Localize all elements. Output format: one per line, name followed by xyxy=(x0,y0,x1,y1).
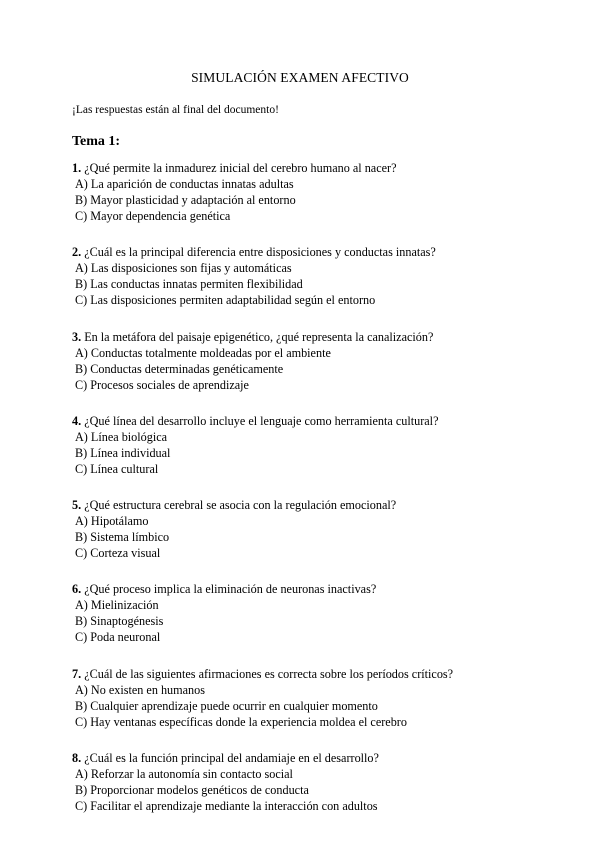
answer-option: A) Reforzar la autonomía sin contacto social xyxy=(75,767,293,782)
answer-option: A) Mielinización xyxy=(75,598,159,613)
question-block xyxy=(72,413,542,477)
answer-option: B) Conductas determinadas genéticamente xyxy=(75,361,284,376)
answer-option: A) Conductas totalmente moldeadas por el ambiente xyxy=(75,345,331,360)
question-text: ¿Qué proceso implica la eliminación de neuronas inactivas? xyxy=(84,582,377,597)
question-number: 2. xyxy=(72,245,82,260)
answer-option: C) Hay ventanas específicas donde la experiencia moldea el cerebro xyxy=(75,714,407,729)
topic-heading: Tema 1: xyxy=(72,134,121,149)
answer-option: B) Sinaptogénesis xyxy=(75,614,164,629)
question-text-line xyxy=(72,750,542,766)
question-text-line xyxy=(72,329,542,345)
answer-option: B) Proporcionar modelos genéticos de conducta xyxy=(75,783,309,798)
question-number: 8. xyxy=(72,751,82,766)
question-text-line xyxy=(72,497,542,513)
question-number: 3. xyxy=(72,329,82,344)
question-block xyxy=(72,244,542,308)
answer-option: C) Corteza visual xyxy=(75,546,161,561)
question-block xyxy=(72,497,542,561)
answer-option: C) Procesos sociales de aprendizaje xyxy=(75,377,249,392)
question-block xyxy=(72,666,542,730)
answer-option: C) Facilitar el aprendizaje mediante la interacción con adultos xyxy=(75,799,378,814)
answer-option: A) Línea biológica xyxy=(75,429,168,444)
answers-note: ¡Las respuestas están al final del documento! xyxy=(72,104,279,116)
answer-option: C) Mayor dependencia genética xyxy=(75,209,231,223)
answer-option: B) Las conductas innatas permiten flexibilidad xyxy=(75,277,303,292)
answer-option: B) Cualquier aprendizaje puede ocurrir en cualquier momento xyxy=(75,698,378,713)
question-block xyxy=(72,160,542,224)
question-text-line xyxy=(72,581,542,597)
question-block xyxy=(72,750,542,814)
answer-option: A) La aparición de conductas innatas adultas xyxy=(75,177,294,191)
question-text: ¿Qué línea del desarrollo incluye el lenguaje como herramienta cultural? xyxy=(84,413,439,428)
question-block xyxy=(72,581,542,645)
answer-option: C) Línea cultural xyxy=(75,461,159,476)
question-text: ¿Qué permite la inmadurez inicial del cerebro humano al nacer? xyxy=(84,161,397,175)
answer-option: A) No existen en humanos xyxy=(75,682,205,697)
question-text: En la metáfora del paisaje epigenético, ¿qué representa la canalización? xyxy=(84,329,434,344)
answer-option: B) Sistema límbico xyxy=(75,530,170,545)
question-number: 6. xyxy=(72,582,82,597)
answer-option: A) Las disposiciones son fijas y automáticas xyxy=(75,261,292,276)
question-text: ¿Qué estructura cerebral se asocia con la regulación emocional? xyxy=(84,498,397,513)
question-number: 4. xyxy=(72,413,82,428)
document-title: SIMULACIÓN EXAMEN AFECTIVO xyxy=(191,70,409,85)
question-text-line xyxy=(72,413,542,429)
answer-option: A) Hipotálamo xyxy=(75,514,149,529)
question-text-line xyxy=(72,244,542,260)
answer-option: B) Línea individual xyxy=(75,445,171,460)
question-number: 5. xyxy=(72,498,82,513)
question-text: ¿Cuál es la función principal del andamiaje en el desarrollo? xyxy=(84,751,379,766)
answer-option: B) Mayor plasticidad y adaptación al entorno xyxy=(75,193,296,207)
answer-option: C) Las disposiciones permiten adaptabilidad según el entorno xyxy=(75,293,376,308)
question-text: ¿Cuál de las siguientes afirmaciones es correcta sobre los períodos críticos? xyxy=(84,666,454,681)
question-text-line xyxy=(72,666,542,682)
question-number: 1. xyxy=(72,161,82,175)
answer-option: C) Poda neuronal xyxy=(75,630,161,645)
question-list xyxy=(72,160,542,834)
question-text: ¿Cuál es la principal diferencia entre disposiciones y conductas innatas? xyxy=(84,245,436,260)
question-block xyxy=(72,329,542,393)
question-number: 7. xyxy=(72,666,82,681)
question-text-line xyxy=(72,160,542,176)
